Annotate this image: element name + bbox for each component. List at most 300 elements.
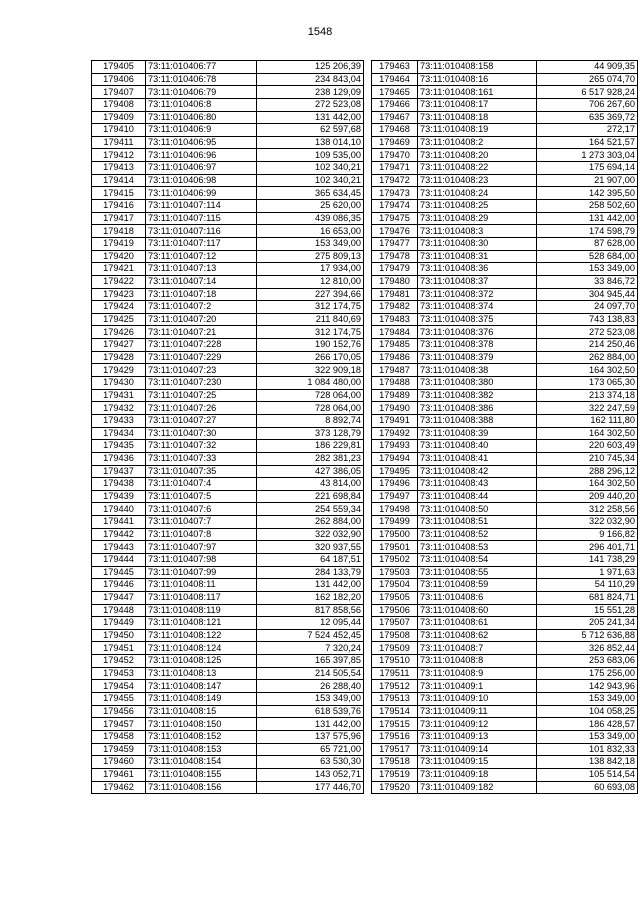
cadastral-value-cell: 174 598,79: [537, 225, 638, 238]
row-number-cell: 179510: [372, 655, 418, 668]
table-row: [92, 339, 364, 352]
cadastral-number-cell: 73:11:010408:51: [418, 516, 537, 529]
row-number-cell: 179421: [92, 263, 146, 276]
cadastral-value-cell: 43 814,00: [257, 478, 364, 491]
row-number-cell: 179433: [92, 414, 146, 427]
table-row: [92, 427, 364, 440]
cadastral-number-cell: 73:11:010408:40: [418, 440, 537, 453]
table-row: [92, 288, 364, 301]
table-row: [92, 490, 364, 503]
row-number-cell: 179495: [372, 465, 418, 478]
cadastral-number-cell: 73:11:010407:6: [146, 503, 257, 516]
table-row: [92, 503, 364, 516]
row-number-cell: 179434: [92, 427, 146, 440]
row-number-cell: 179465: [372, 86, 418, 99]
cadastral-number-cell: 73:11:010408:13: [146, 667, 257, 680]
cadastral-number-cell: 73:11:010407:35: [146, 465, 257, 478]
row-number-cell: 179500: [372, 528, 418, 541]
cadastral-value-cell: 635 369,72: [537, 111, 638, 124]
cadastral-number-cell: 73:11:010406:77: [146, 61, 257, 74]
cadastral-number-cell: 73:11:010409:10: [418, 693, 537, 706]
row-number-cell: 179481: [372, 288, 418, 301]
table-row: [92, 111, 364, 124]
row-number-cell: 179509: [372, 642, 418, 655]
cadastral-number-cell: 73:11:010407:228: [146, 339, 257, 352]
row-number-cell: 179462: [92, 781, 146, 794]
table-row: [92, 351, 364, 364]
cadastral-number-cell: 73:11:010407:2: [146, 301, 257, 314]
row-number-cell: 179448: [92, 604, 146, 617]
cadastral-value-cell: 706 267,60: [537, 98, 638, 111]
row-number-cell: 179412: [92, 149, 146, 162]
table-row: [372, 200, 638, 213]
cadastral-value-cell: 320 937,55: [257, 541, 364, 554]
cadastral-value-cell: 175 694,14: [537, 162, 638, 175]
cadastral-value-cell: 262 884,00: [537, 351, 638, 364]
cadastral-number-cell: 73:11:010408:2: [418, 136, 537, 149]
row-number-cell: 179508: [372, 629, 418, 642]
cadastral-number-cell: 73:11:010408:29: [418, 212, 537, 225]
cadastral-value-cell: 65 721,00: [257, 743, 364, 756]
cadastral-value-cell: 125 206,39: [257, 61, 364, 74]
cadastral-value-cell: 12 095,44: [257, 617, 364, 630]
row-number-cell: 179511: [372, 667, 418, 680]
row-number-cell: 179426: [92, 326, 146, 339]
cadastral-number-cell: 73:11:010407:18: [146, 288, 257, 301]
cadastral-value-cell: 54 110,29: [537, 579, 638, 592]
cadastral-number-cell: 73:11:010408:23: [418, 174, 537, 187]
cadastral-number-cell: 73:11:010407:230: [146, 377, 257, 390]
cadastral-number-cell: 73:11:010408:7: [418, 642, 537, 655]
cadastral-number-cell: 73:11:010407:229: [146, 351, 257, 364]
row-number-cell: 179484: [372, 326, 418, 339]
table-row: [92, 743, 364, 756]
table-row: [92, 541, 364, 554]
cadastral-value-cell: 137 575,96: [257, 730, 364, 743]
cadastral-value-cell: 12 810,00: [257, 275, 364, 288]
cadastral-number-cell: 73:11:010409:12: [418, 718, 537, 731]
cadastral-value-cell: 272,17: [537, 124, 638, 137]
cadastral-number-cell: 73:11:010409:11: [418, 705, 537, 718]
table-row: [372, 490, 638, 503]
cadastral-value-cell: 427 386,05: [257, 465, 364, 478]
table-row: [92, 98, 364, 111]
cadastral-number-cell: 73:11:010409:13: [418, 730, 537, 743]
cadastral-number-cell: 73:11:010407:13: [146, 263, 257, 276]
row-number-cell: 179446: [92, 579, 146, 592]
cadastral-number-cell: 73:11:010408:379: [418, 351, 537, 364]
row-number-cell: 179512: [372, 680, 418, 693]
table-row: [92, 124, 364, 137]
cadastral-value-cell: 153 349,00: [537, 263, 638, 276]
cadastral-number-cell: 73:11:010408:374: [418, 301, 537, 314]
cadastral-number-cell: 73:11:010408:158: [418, 61, 537, 74]
cadastral-number-cell: 73:11:010408:38: [418, 364, 537, 377]
cadastral-number-cell: 73:11:010408:382: [418, 389, 537, 402]
table-row: [92, 364, 364, 377]
cadastral-value-cell: 221 698,84: [257, 490, 364, 503]
cadastral-number-cell: 73:11:010408:54: [418, 553, 537, 566]
table-row: [372, 452, 638, 465]
cadastral-number-cell: 73:11:010406:95: [146, 136, 257, 149]
row-number-cell: 179485: [372, 339, 418, 352]
cadastral-value-cell: 104 058,25: [537, 705, 638, 718]
row-number-cell: 179408: [92, 98, 146, 111]
row-number-cell: 179487: [372, 364, 418, 377]
cadastral-value-cell: 101 832,33: [537, 743, 638, 756]
row-number-cell: 179456: [92, 705, 146, 718]
cadastral-number-cell: 73:11:010407:115: [146, 212, 257, 225]
cadastral-value-cell: 162 182,20: [257, 591, 364, 604]
cadastral-value-cell: 62 597,68: [257, 124, 364, 137]
cadastral-value-cell: 33 846,72: [537, 275, 638, 288]
cadastral-value-cell: 1 971,63: [537, 566, 638, 579]
cadastral-value-cell: 5 712 636,88: [537, 629, 638, 642]
row-number-cell: 179410: [92, 124, 146, 137]
table-row: [92, 440, 364, 453]
row-number-cell: 179464: [372, 73, 418, 86]
table-row: [92, 591, 364, 604]
cadastral-value-cell: 238 129,09: [257, 86, 364, 99]
cadastral-value-cell: 138 842,18: [537, 756, 638, 769]
cadastral-number-cell: 73:11:010407:26: [146, 402, 257, 415]
row-number-cell: 179482: [372, 301, 418, 314]
cadastral-value-cell: 164 521,57: [537, 136, 638, 149]
row-number-cell: 179515: [372, 718, 418, 731]
table-row: [92, 263, 364, 276]
page-number: 1548: [307, 26, 333, 38]
cadastral-value-cell: 25 620,00: [257, 200, 364, 213]
cadastral-value-cell: 253 683,06: [537, 655, 638, 668]
table-row: [372, 377, 638, 390]
table-row: [92, 212, 364, 225]
row-number-cell: 179417: [92, 212, 146, 225]
row-number-cell: 179499: [372, 516, 418, 529]
cadastral-number-cell: 73:11:010408:19: [418, 124, 537, 137]
cadastral-value-cell: 131 442,00: [257, 579, 364, 592]
table-row: [92, 402, 364, 415]
table-row: [92, 642, 364, 655]
row-number-cell: 179504: [372, 579, 418, 592]
cadastral-number-cell: 73:11:010408:122: [146, 629, 257, 642]
cadastral-value-cell: 141 738,29: [537, 553, 638, 566]
row-number-cell: 179418: [92, 225, 146, 238]
row-number-cell: 179431: [92, 389, 146, 402]
table-row: [92, 86, 364, 99]
cadastral-number-cell: 73:11:010407:32: [146, 440, 257, 453]
cadastral-value-cell: 282 381,23: [257, 452, 364, 465]
table-row: [372, 61, 638, 74]
row-number-cell: 179513: [372, 693, 418, 706]
cadastral-number-cell: 73:11:010408:62: [418, 629, 537, 642]
table-row: [372, 86, 638, 99]
cadastral-number-cell: 73:11:010406:80: [146, 111, 257, 124]
row-number-cell: 179419: [92, 237, 146, 250]
table-row: [372, 478, 638, 491]
table-row: [92, 604, 364, 617]
table-row: [92, 756, 364, 769]
row-number-cell: 179406: [92, 73, 146, 86]
cadastral-number-cell: 73:11:010408:25: [418, 200, 537, 213]
row-number-cell: 179451: [92, 642, 146, 655]
row-number-cell: 179501: [372, 541, 418, 554]
row-number-cell: 179516: [372, 730, 418, 743]
cadastral-number-cell: 73:11:010408:39: [418, 427, 537, 440]
cadastral-value-cell: 220 603,49: [537, 440, 638, 453]
cadastral-value-cell: 24 097,70: [537, 301, 638, 314]
table-row: [372, 250, 638, 263]
cadastral-number-cell: 73:11:010408:55: [418, 566, 537, 579]
row-number-cell: 179463: [372, 61, 418, 74]
row-number-cell: 179480: [372, 275, 418, 288]
table-row: [372, 351, 638, 364]
table-row: [92, 629, 364, 642]
cadastral-number-cell: 73:11:010408:61: [418, 617, 537, 630]
cadastral-number-cell: 73:11:010408:155: [146, 768, 257, 781]
row-number-cell: 179467: [372, 111, 418, 124]
row-number-cell: 179483: [372, 313, 418, 326]
row-number-cell: 179486: [372, 351, 418, 364]
cadastral-value-cell: 296 401,71: [537, 541, 638, 554]
table-row: [372, 427, 638, 440]
cadastral-number-cell: 73:11:010408:53: [418, 541, 537, 554]
row-number-cell: 179497: [372, 490, 418, 503]
cadastral-value-cell: 153 349,00: [537, 730, 638, 743]
row-number-cell: 179427: [92, 339, 146, 352]
cadastral-number-cell: 73:11:010408:3: [418, 225, 537, 238]
cadastral-number-cell: 73:11:010407:33: [146, 452, 257, 465]
table-row: [92, 187, 364, 200]
table-row: [372, 98, 638, 111]
row-number-cell: 179498: [372, 503, 418, 516]
cadastral-value-cell: 186 229,81: [257, 440, 364, 453]
cadastral-value-cell: 153 349,00: [537, 693, 638, 706]
cadastral-value-cell: 227 394,66: [257, 288, 364, 301]
cadastral-value-cell: 9 166,82: [537, 528, 638, 541]
table-row: [92, 61, 364, 74]
table-row: [372, 705, 638, 718]
cadastral-value-cell: 153 349,00: [257, 693, 364, 706]
table-row: [372, 124, 638, 137]
cadastral-value-cell: 528 684,00: [537, 250, 638, 263]
cadastral-number-cell: 73:11:010408:119: [146, 604, 257, 617]
row-number-cell: 179452: [92, 655, 146, 668]
cadastral-value-cell: 7 320,24: [257, 642, 364, 655]
cadastral-value-cell: 102 340,21: [257, 174, 364, 187]
table-row: [92, 313, 364, 326]
row-number-cell: 179470: [372, 149, 418, 162]
table-row: [92, 200, 364, 213]
table-row: [92, 250, 364, 263]
cadastral-value-cell: 258 502,60: [537, 200, 638, 213]
cadastral-value-cell: 6 517 928,24: [537, 86, 638, 99]
table-row: [372, 604, 638, 617]
cadastral-number-cell: 73:11:010407:14: [146, 275, 257, 288]
table-row: [372, 326, 638, 339]
cadastral-value-cell: 373 128,79: [257, 427, 364, 440]
cadastral-number-cell: 73:11:010407:23: [146, 364, 257, 377]
cadastral-number-cell: 73:11:010408:147: [146, 680, 257, 693]
cadastral-value-cell: 275 809,13: [257, 250, 364, 263]
cadastral-number-cell: 73:11:010409:1: [418, 680, 537, 693]
cadastral-value-cell: 265 074,70: [537, 73, 638, 86]
row-number-cell: 179420: [92, 250, 146, 263]
cadastral-value-cell: 322 032,90: [257, 528, 364, 541]
table-row: [372, 642, 638, 655]
table-row: [92, 465, 364, 478]
row-number-cell: 179424: [92, 301, 146, 314]
table-row: [372, 212, 638, 225]
table-row: [92, 655, 364, 668]
cadastral-value-cell: 175 256,00: [537, 667, 638, 680]
table-row: [372, 693, 638, 706]
table-row: [372, 136, 638, 149]
table-row: [372, 629, 638, 642]
table-row: [92, 667, 364, 680]
table-row: [372, 579, 638, 592]
cadastral-number-cell: 73:11:010408:43: [418, 478, 537, 491]
table-row: [372, 389, 638, 402]
row-number-cell: 179430: [92, 377, 146, 390]
cadastral-number-cell: 73:11:010407:12: [146, 250, 257, 263]
cadastral-number-cell: 73:11:010408:6: [418, 591, 537, 604]
row-number-cell: 179494: [372, 452, 418, 465]
table-row: [372, 275, 638, 288]
cadastral-number-cell: 73:11:010408:378: [418, 339, 537, 352]
cadastral-number-cell: 73:11:010408:386: [418, 402, 537, 415]
table-row: [372, 174, 638, 187]
row-number-cell: 179519: [372, 768, 418, 781]
cadastral-number-cell: 73:11:010408:36: [418, 263, 537, 276]
table-row: [372, 73, 638, 86]
row-number-cell: 179425: [92, 313, 146, 326]
cadastral-number-cell: 73:11:010408:150: [146, 718, 257, 731]
row-number-cell: 179439: [92, 490, 146, 503]
cadastral-value-cell: 44 909,35: [537, 61, 638, 74]
cadastral-value-cell: 131 442,00: [257, 718, 364, 731]
cadastral-number-cell: 73:11:010407:27: [146, 414, 257, 427]
cadastral-value-cell: 164 302,50: [537, 364, 638, 377]
cadastral-value-cell: 234 843,04: [257, 73, 364, 86]
cadastral-value-cell: 266 170,05: [257, 351, 364, 364]
cadastral-value-cell: 288 296,12: [537, 465, 638, 478]
cadastral-value-cell: 262 884,00: [257, 516, 364, 529]
table-row: [92, 705, 364, 718]
row-number-cell: 179505: [372, 591, 418, 604]
row-number-cell: 179444: [92, 553, 146, 566]
cadastral-value-cell: 186 428,57: [537, 718, 638, 731]
cadastral-number-cell: 73:11:010407:5: [146, 490, 257, 503]
row-number-cell: 179520: [372, 781, 418, 794]
cadastral-value-cell: 284 133,79: [257, 566, 364, 579]
row-number-cell: 179407: [92, 86, 146, 99]
table-row: [372, 730, 638, 743]
cadastral-value-cell: 210 745,34: [537, 452, 638, 465]
row-number-cell: 179475: [372, 212, 418, 225]
cadastral-number-cell: 73:11:010408:15: [146, 705, 257, 718]
cadastral-value-cell: 817 858,56: [257, 604, 364, 617]
row-number-cell: 179471: [372, 162, 418, 175]
row-number-cell: 179473: [372, 187, 418, 200]
cadastral-number-cell: 73:11:010408:124: [146, 642, 257, 655]
row-number-cell: 179506: [372, 604, 418, 617]
cadastral-value-cell: 365 634,45: [257, 187, 364, 200]
table-row: [372, 718, 638, 731]
table-row: [92, 553, 364, 566]
cadastral-number-cell: 73:11:010408:376: [418, 326, 537, 339]
cadastral-number-cell: 73:11:010407:20: [146, 313, 257, 326]
table-row: [372, 402, 638, 415]
table-row: [92, 136, 364, 149]
cadastral-value-cell: 312 174,75: [257, 301, 364, 314]
row-number-cell: 179440: [92, 503, 146, 516]
cadastral-number-cell: 73:11:010407:25: [146, 389, 257, 402]
cadastral-value-cell: 272 523,08: [257, 98, 364, 111]
cadastral-number-cell: 73:11:010407:116: [146, 225, 257, 238]
row-number-cell: 179514: [372, 705, 418, 718]
table-row: [92, 174, 364, 187]
cadastral-number-cell: 73:11:010408:37: [418, 275, 537, 288]
cadastral-value-cell: 1 084 480,00: [257, 377, 364, 390]
cadastral-number-cell: 73:11:010408:59: [418, 579, 537, 592]
table-row: [92, 718, 364, 731]
table-row: [92, 566, 364, 579]
cadastral-value-cell: 143 052,71: [257, 768, 364, 781]
row-number-cell: 179432: [92, 402, 146, 415]
table-row: [372, 503, 638, 516]
row-number-cell: 179416: [92, 200, 146, 213]
row-number-cell: 179458: [92, 730, 146, 743]
row-number-cell: 179469: [372, 136, 418, 149]
row-number-cell: 179517: [372, 743, 418, 756]
table-row: [372, 111, 638, 124]
cadastral-value-cell: 63 530,30: [257, 756, 364, 769]
row-number-cell: 179429: [92, 364, 146, 377]
cadastral-value-cell: 165 397,85: [257, 655, 364, 668]
table-row: [372, 768, 638, 781]
table-row: [92, 781, 364, 794]
table-row: [372, 225, 638, 238]
cadastral-number-cell: 73:11:010407:8: [146, 528, 257, 541]
table-row: [92, 275, 364, 288]
cadastral-number-cell: 73:11:010407:7: [146, 516, 257, 529]
cadastral-value-cell: 17 934,00: [257, 263, 364, 276]
cadastral-value-cell: 322 247,59: [537, 402, 638, 415]
cadastral-value-cell: 728 064,00: [257, 389, 364, 402]
table-row: [372, 528, 638, 541]
row-number-cell: 179449: [92, 617, 146, 630]
row-number-cell: 179477: [372, 237, 418, 250]
row-number-cell: 179496: [372, 478, 418, 491]
row-number-cell: 179474: [372, 200, 418, 213]
cadastral-number-cell: 73:11:010408:8: [418, 655, 537, 668]
cadastral-number-cell: 73:11:010408:380: [418, 377, 537, 390]
row-number-cell: 179468: [372, 124, 418, 137]
cadastral-number-cell: 73:11:010407:21: [146, 326, 257, 339]
row-number-cell: 179488: [372, 377, 418, 390]
row-number-cell: 179503: [372, 566, 418, 579]
row-number-cell: 179442: [92, 528, 146, 541]
row-number-cell: 179493: [372, 440, 418, 453]
cadastral-value-cell: 618 539,76: [257, 705, 364, 718]
cadastral-number-cell: 73:11:010407:4: [146, 478, 257, 491]
row-number-cell: 179436: [92, 452, 146, 465]
table-row: [92, 730, 364, 743]
row-number-cell: 179455: [92, 693, 146, 706]
cadastral-number-cell: 73:11:010408:30: [418, 237, 537, 250]
cadastral-number-cell: 73:11:010408:11: [146, 579, 257, 592]
table-row: [372, 617, 638, 630]
